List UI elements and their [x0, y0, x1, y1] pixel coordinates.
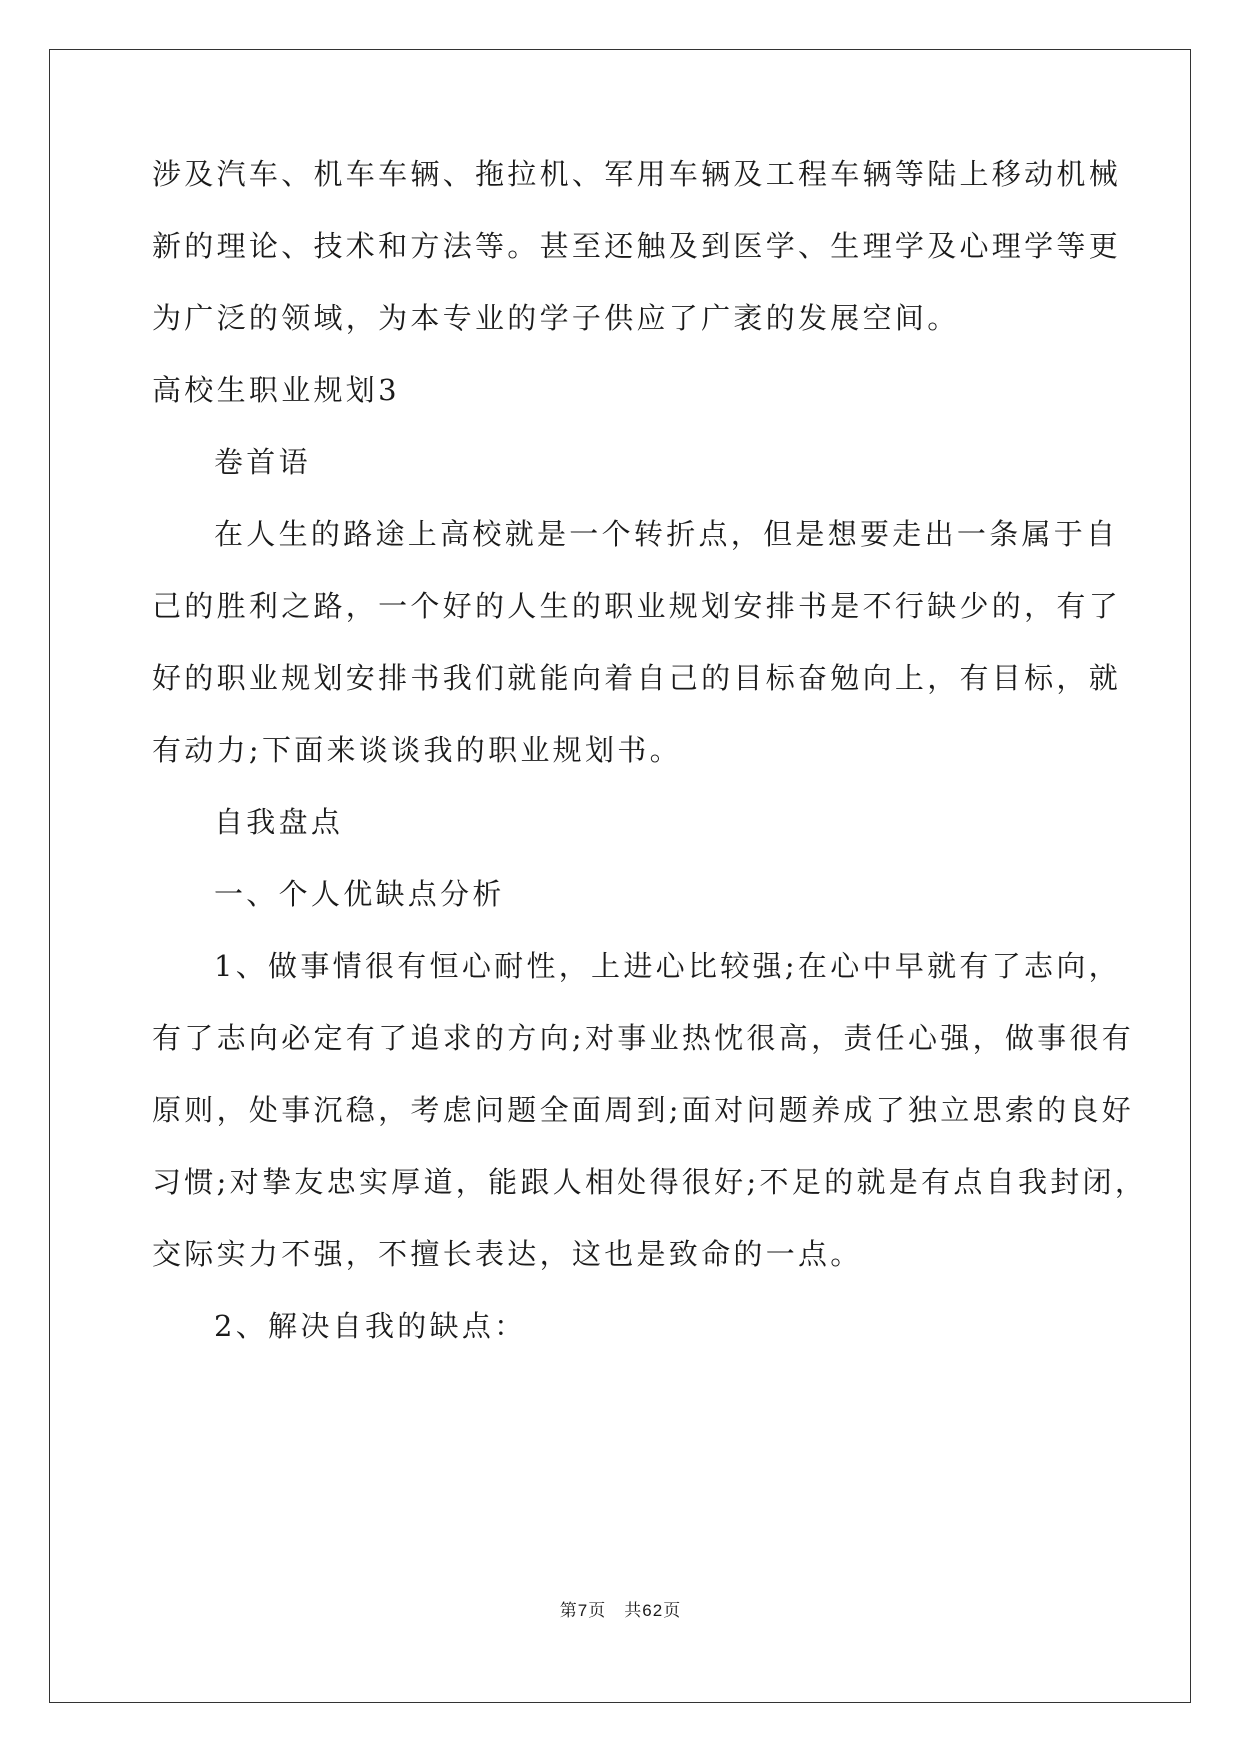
list-heading: 一、个人优缺点分析 — [214, 877, 505, 911]
page-prefix: 第 — [559, 1601, 578, 1621]
section-heading: 高校生职业规划3 — [152, 373, 400, 407]
subsection-heading: 自我盘点 — [214, 805, 344, 839]
body-text-line: 在人生的路途上高校就是一个转折点，但是想要走出一条属于自 — [214, 517, 1119, 551]
body-text-line: 交际实力不强，不擅长表达，这也是致命的一点。 — [152, 1237, 863, 1271]
body-text-line: 有了志向必定有了追求的方向;对事业热忱很高，责任心强，做事很有 — [152, 1021, 1135, 1055]
page-total: 62 — [642, 1601, 664, 1620]
page-footer — [0, 1596, 1241, 1621]
body-text-line: 原则，处事沉稳，考虑问题全面周到;面对问题养成了独立思索的良好 — [152, 1093, 1135, 1127]
page-suffix: 页 — [588, 1601, 607, 1621]
body-text-line: 1、做事情很有恒心耐性，上进心比较强;在心中早就有了志向， — [214, 949, 1121, 983]
page-current: 7 — [577, 1601, 589, 1620]
body-text-line: 新的理论、技术和方法等。甚至还触及到医学、生理学及心理学等更 — [152, 229, 1122, 263]
body-text-line: 好的职业规划安排书我们就能向着自己的目标奋勉向上，有目标，就 — [152, 661, 1122, 695]
body-text-line: 涉及汽车、机车车辆、拖拉机、军用车辆及工程车辆等陆上移动机械 — [152, 157, 1122, 191]
total-prefix: 共 — [624, 1601, 643, 1621]
body-text-line: 2、解决自我的缺点： — [214, 1309, 527, 1343]
body-text-line: 习惯;对挚友忠实厚道，能跟人相处得很好;不足的就是有点自我封闭， — [152, 1165, 1148, 1199]
body-text-line: 己的胜利之路，一个好的人生的职业规划安排书是不行缺少的，有了 — [152, 589, 1122, 623]
body-text-line: 有动力;下面来谈谈我的职业规划书。 — [152, 733, 682, 767]
body-text-line: 为广泛的领域，为本专业的学子供应了广袤的发展空间。 — [152, 301, 960, 335]
total-suffix: 页 — [663, 1601, 682, 1621]
subsection-heading: 卷首语 — [214, 445, 311, 479]
